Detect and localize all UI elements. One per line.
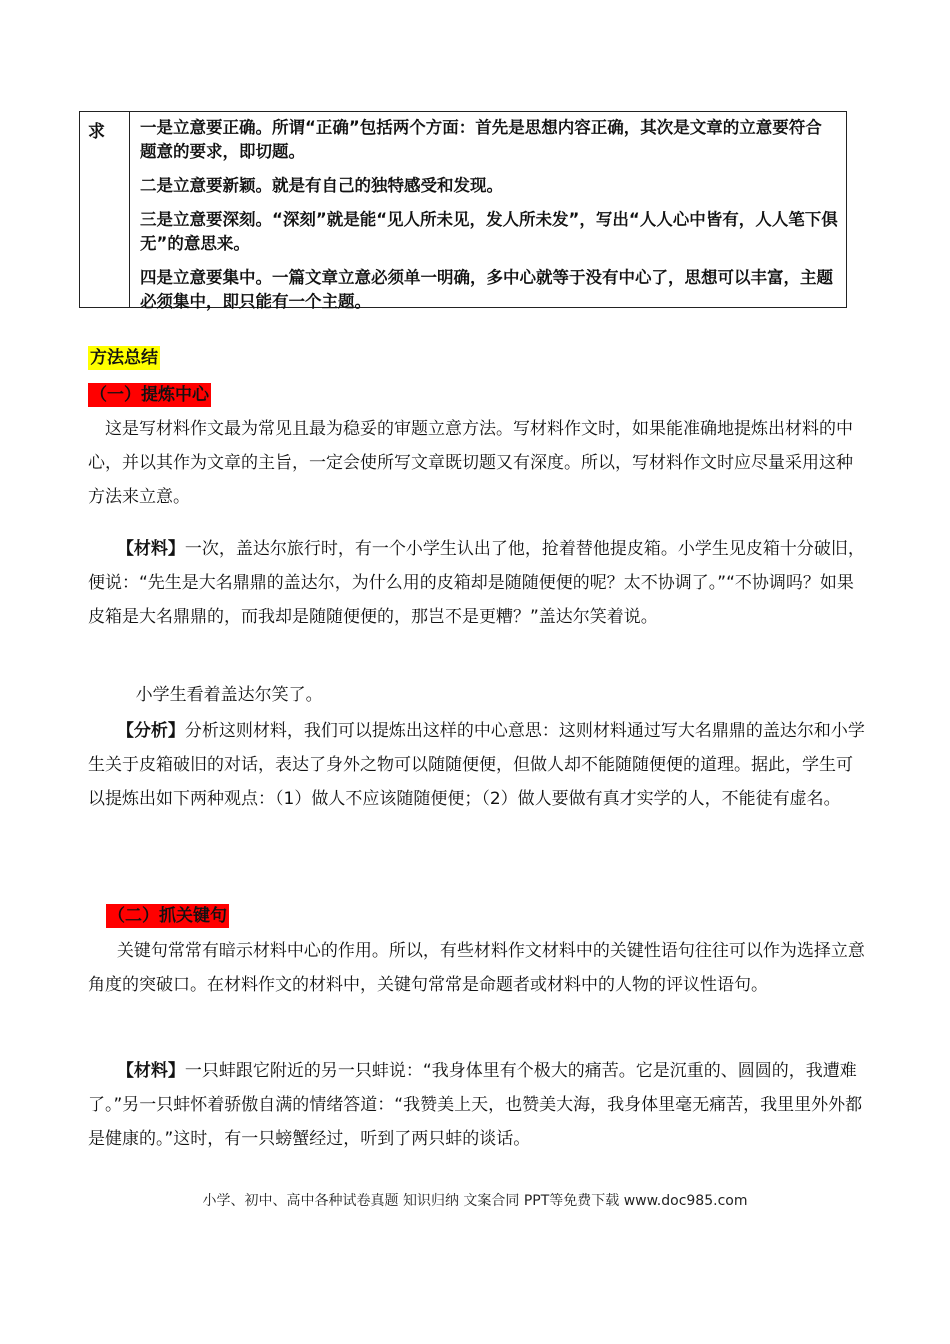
section1-heading: （一）提炼中心 <box>90 385 209 405</box>
requirements-list <box>130 112 846 311</box>
material-tag: 【材料】 <box>116 539 185 559</box>
section2-material <box>88 1054 868 1156</box>
section2-heading: （二）抓关键句 <box>108 906 227 926</box>
material-text: 一次，盖达尔旅行时，有一个小学生认出了他，抢着替他提皮箱。小学生见皮箱十分破旧，便说：“先生是大名鼎鼎的盖达尔，为什么用的皮箱却是随随便便的呢？太不协调了。”“不协调吗？如果皮箱是大名鼎鼎的，而我却是随随便便的，那岂不是更糟？”盖达尔笑着说。 <box>88 539 865 627</box>
material-text: 一只蚌跟它附近的另一只蚌说：“我身体里有个极大的痛苦。它是沉重的、圆圆的，我遭难了。”另一只蚌怀着骄傲自满的情绪答道：“我赞美上天，也赞美大海，我身体里毫无痛苦，我里里外外都是健康的。”这时，有一只螃蟹经过，听到了两只蚌的谈话。 <box>88 1061 863 1149</box>
section1-material <box>88 532 868 634</box>
section1-analysis <box>88 714 868 816</box>
requirement-item: 一是立意要正确。所谓“正确”包括两个方面：首先是思想内容正确，其次是文章的立意要符合题意的要求，即切题。 <box>140 118 822 161</box>
material-tag: 【材料】 <box>116 1061 185 1081</box>
requirement-item: 二是立意要新颖。就是有自己的独特感受和发现。 <box>140 176 503 195</box>
method-summary-heading: 方法总结 <box>90 348 158 368</box>
requirement-item: 三是立意要深刻。“深刻”就是能“见人所未见，发人所未发”，写出“人人心中皆有，人人笔下俱无”的意思来。 <box>140 210 838 253</box>
section1-material-cont: 小学生看着盖达尔笑了。 <box>135 685 323 705</box>
page-footer: 小学、初中、高中各种试卷真题 知识归纳 文案合同 PPT等免费下载 www.doc985.com <box>202 1193 748 1209</box>
requirements-table <box>79 111 847 311</box>
requirement-item: 四是立意要集中。一篇文章立意必须单一明确，多中心就等于没有中心了，思想可以丰富，主题必须集中，即只能有一个主题。 <box>140 268 833 311</box>
table-label: 求 <box>80 112 130 307</box>
section2-intro: 关键句常常有暗示材料中心的作用。所以，有些材料作文材料中的关键性语句往往可以作为选择立意角度的突破口。在材料作文的材料中，关键句常常是命题者或材料中的人物的评议性语句。 <box>88 941 865 995</box>
section1-intro: 这是写材料作文最为常见且最为稳妥的审题立意方法。写材料作文时，如果能准确地提炼出材料的中心，并以其作为文章的主旨，一定会使所写文章既切题又有深度。所以，写材料作文时应尽量采用这种方法来立意。 <box>88 419 853 507</box>
analysis-text: 分析这则材料，我们可以提炼出这样的中心意思：这则材料通过写大名鼎鼎的盖达尔和小学生关于皮箱破旧的对话，表达了身外之物可以随随便便，但做人却不能随随便便的道理。据此，学生可以提炼出如下两种观点：（1）做人不应该随随便便；（2）做人要做有真才实学的人，不能徒有虚名。 <box>88 721 865 809</box>
analysis-tag: 【分析】 <box>116 721 185 741</box>
